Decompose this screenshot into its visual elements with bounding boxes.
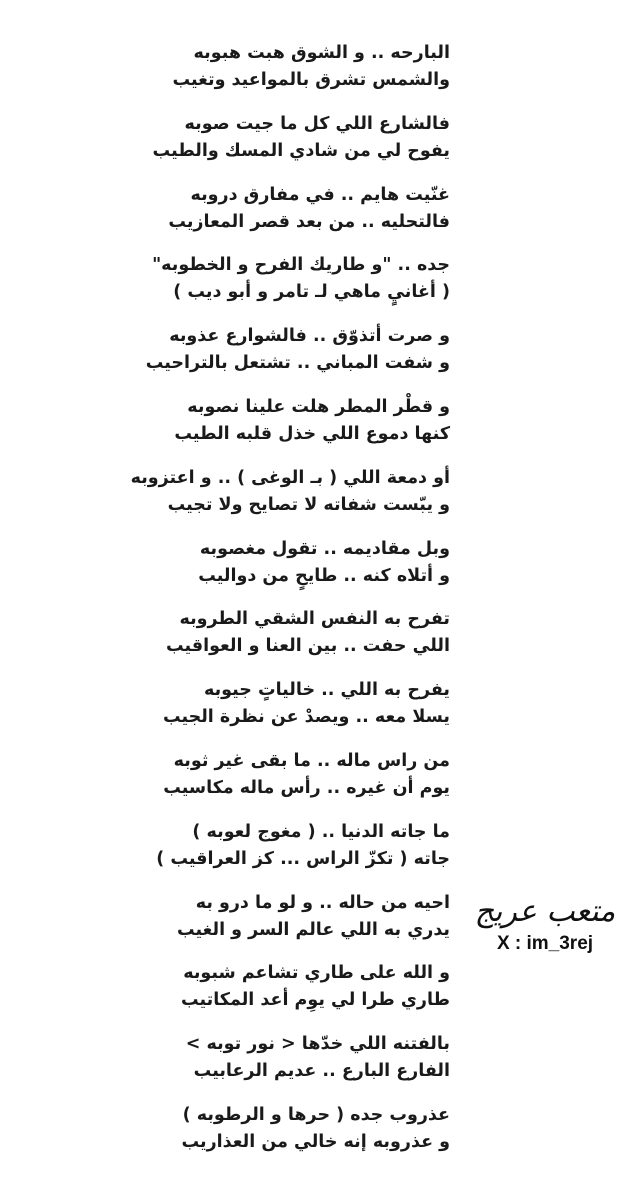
- verse-line: طاري طرا لي يوِم أعد المكاتيب: [181, 990, 450, 1011]
- stanza-2: [150, 111, 450, 182]
- verse-line: أو دمعة اللي ( بـ الوغى ) .. و اعتزوبه: [130, 467, 450, 488]
- verse-line: جاته ( تكزّ الراس ... كز العراقيب ): [156, 848, 450, 869]
- verse-line: و يبّست شفاته لا تصايح ولا تجيب: [167, 494, 450, 515]
- verse-line: البارحه .. و الشوق هبت هبوبه: [193, 43, 450, 63]
- stanza-6: [150, 394, 450, 465]
- stanza-12: [150, 819, 450, 890]
- verse-line: والشمس تشرق بالمواعيد وتغيب: [172, 70, 450, 90]
- stanza-9: [150, 606, 450, 677]
- poem: [130, 40, 450, 1173]
- verse-line: ما جاته الدنيا .. ( مغوج لعوبه ): [192, 821, 450, 842]
- verse-line: بالفتنه اللي خدّها < نور توبه >: [185, 1034, 450, 1055]
- verse-line: و الله على طاري تشاعم شبوبه: [183, 963, 450, 984]
- stanza-7: [130, 465, 450, 536]
- verse-line: جده .. "و طاريك الفرح و الخطوبه": [152, 255, 450, 276]
- verse-line: و صرت أتذوّق .. فالشوارع عذوبه: [169, 326, 450, 347]
- stanza-4: [150, 252, 450, 323]
- stanza-16: [150, 1102, 450, 1173]
- author-signature: [470, 894, 620, 956]
- verse-line: احيه من حاله .. و لو ما درو به: [195, 892, 450, 913]
- stanza-3: [150, 182, 450, 253]
- verse-line: فالشارع اللي كل ما جيت صوبه: [184, 113, 450, 134]
- stanza-1: [150, 40, 450, 111]
- verse-line: يوم أن غيره .. رأس ماله مكاسيب: [163, 777, 450, 798]
- verse-line: و عذروبه إنه خالي من العذاريب: [181, 1131, 450, 1152]
- verse-line: و أتلاه كنه .. طايحٍ من دواليب: [198, 565, 450, 586]
- verse-line: كنها دموع اللي خذل قلبه الطيب: [174, 423, 450, 444]
- verse-line: فالتحليه .. من بعد قصر المعازيب: [168, 211, 450, 232]
- stanza-5: [145, 323, 450, 394]
- verse-line: اللي حفت .. بين العنا و العواقيب: [165, 636, 450, 657]
- verse-line: وبل مقاديمه .. تقول مغصوبه: [199, 538, 450, 559]
- verse-line: ( أغانيٍ ماهي لـ تامر و أبو ديب ): [173, 282, 450, 303]
- verse-line: يدري به اللي عالم السر و الغيب: [176, 919, 450, 940]
- stanza-11: [150, 748, 450, 819]
- verse-line: الفارع البارع .. عديم الرعابيب: [193, 1061, 450, 1082]
- verse-line: يسلا معه .. ويصدْ عن نظرة الجيب: [162, 707, 450, 728]
- stanza-15: [150, 1031, 450, 1102]
- verse-line: و شفت المباني .. تشتعل بالتراحيب: [145, 353, 450, 374]
- author-handle: X : im_3rej: [496, 933, 594, 954]
- verse-line: و قطْر المطر هلت علينا نصوبه: [187, 396, 450, 417]
- verse-line: يفوح لي من شادي المسك والطيب: [152, 140, 450, 161]
- stanza-13: [150, 890, 450, 961]
- verse-line: تفرح به النفس الشقي الطروبه: [179, 609, 450, 630]
- verse-line: غنّيت هايم .. في مفارق دروبه: [190, 184, 450, 205]
- stanza-14: [150, 960, 450, 1031]
- verse-line: عذروب جده ( حرها و الرطوبه ): [182, 1104, 450, 1125]
- author-name: متعب عريج: [474, 894, 616, 929]
- stanza-8: [150, 536, 450, 607]
- verse-line: يفرح به اللي .. خالياتٍ جيوبه: [204, 680, 450, 701]
- verse-line: من راس ماله .. ما بقى غير ثوبه: [173, 750, 450, 771]
- stanza-10: [150, 677, 450, 748]
